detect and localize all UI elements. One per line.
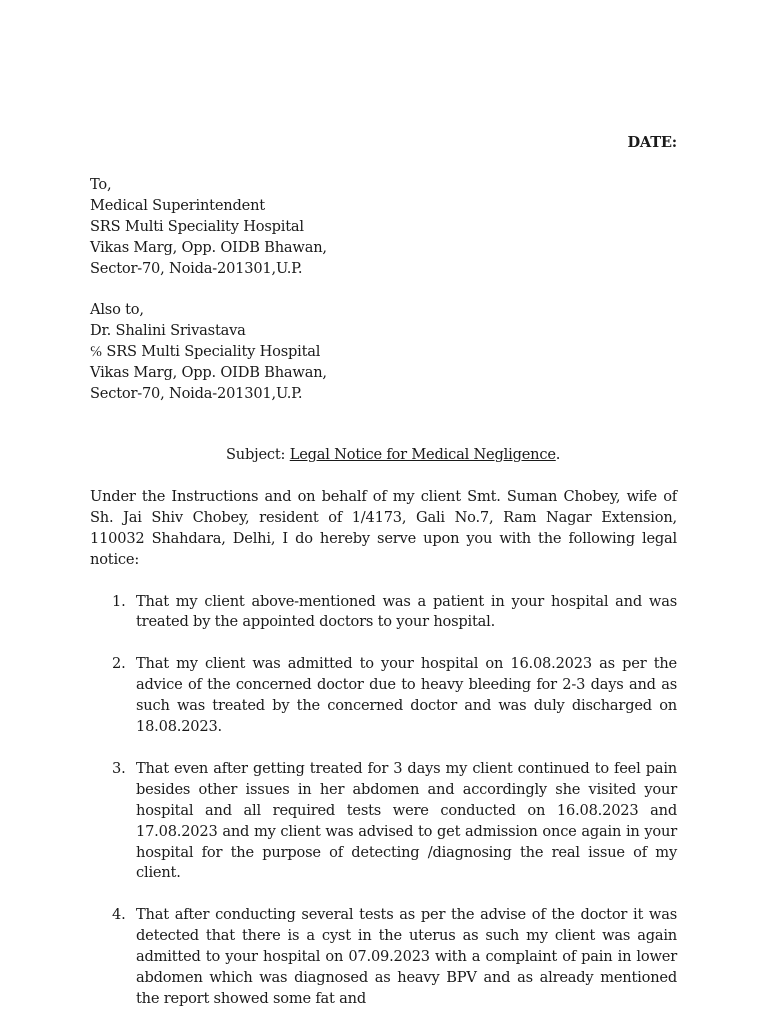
date-label: DATE:: [627, 134, 677, 151]
also-to-block: [90, 300, 677, 405]
point-number: 2.: [112, 655, 126, 673]
point-text: That my client was admitted to your hospital on 16.08.2023 as per the advice of the concerned doctor due to heavy bleeding for 2-3 days and as such was treated by the concerned doctor and was duly discharged on 18.08.2023.: [136, 655, 677, 736]
point-text: That even after getting treated for 3 days my client continued to feel pain besides other issues in her abdomen and accordingly she visited your hospital and all required tests were conducted on 16.08.2023 and 17.08.2023 and my client was advised to get admission once again in your hospital for the purpose of detecting /diagnosing the real issue of my client.: [136, 759, 677, 882]
subject-line: [90, 445, 677, 466]
list-item: [90, 759, 677, 884]
also-to-line: Dr. Shalini Srivastava: [90, 322, 246, 340]
addressee-line: Sector-70, Noida-201301,U.P.: [90, 259, 303, 277]
list-item: [90, 905, 677, 1010]
point-text: That after conducting several tests as per the advise of the doctor it was detected that there is a cyst in the uterus as such my client was again admitted to your hospital on 07.09.2023 with a complaint of pain in lower abdomen which was diagnosed as heavy BPV and as already mentioned the report showed some fat and: [136, 906, 677, 1007]
point-number: 4.: [112, 906, 126, 924]
also-to-line: Vikas Marg, Opp. OIDB Bhawan,: [90, 364, 327, 382]
addressee-line: Medical Superintendent: [90, 196, 265, 214]
addressee-block: [90, 175, 677, 280]
list-item: [90, 592, 677, 634]
point-number: 3.: [112, 759, 126, 777]
point-number: 1.: [112, 592, 126, 610]
list-item: [90, 654, 677, 738]
also-to-line: Sector-70, Noida-201301,U.P.: [90, 385, 303, 403]
subject-title: Legal Notice for Medical Negligence: [289, 445, 556, 463]
addressee-line: Vikas Marg, Opp. OIDB Bhawan,: [90, 238, 327, 256]
subject-prefix: Subject:: [226, 445, 290, 463]
also-to-line: ℅ SRS Multi Speciality Hospital: [90, 343, 321, 361]
notice-points-list: [90, 592, 677, 1010]
addressee-line: SRS Multi Speciality Hospital: [90, 217, 304, 235]
point-text: That my client above-mentioned was a patient in your hospital and was treated by the appointed doctors to your hospital.: [136, 592, 677, 631]
intro-paragraph: Under the Instructions and on behalf of my client Smt. Suman Chobey, wife of Sh. Jai Shiv Chobey, resident of 1/4173, Gali No.7, Ram Nagar Extension, 110032 Shahdara, Delhi, I do hereby serve upon you with the following legal notice:: [90, 487, 677, 568]
letter-body: [90, 133, 677, 1031]
also-to-line: Also to,: [90, 301, 144, 319]
addressee-line: To,: [90, 175, 112, 193]
subject-suffix: .: [555, 445, 561, 463]
